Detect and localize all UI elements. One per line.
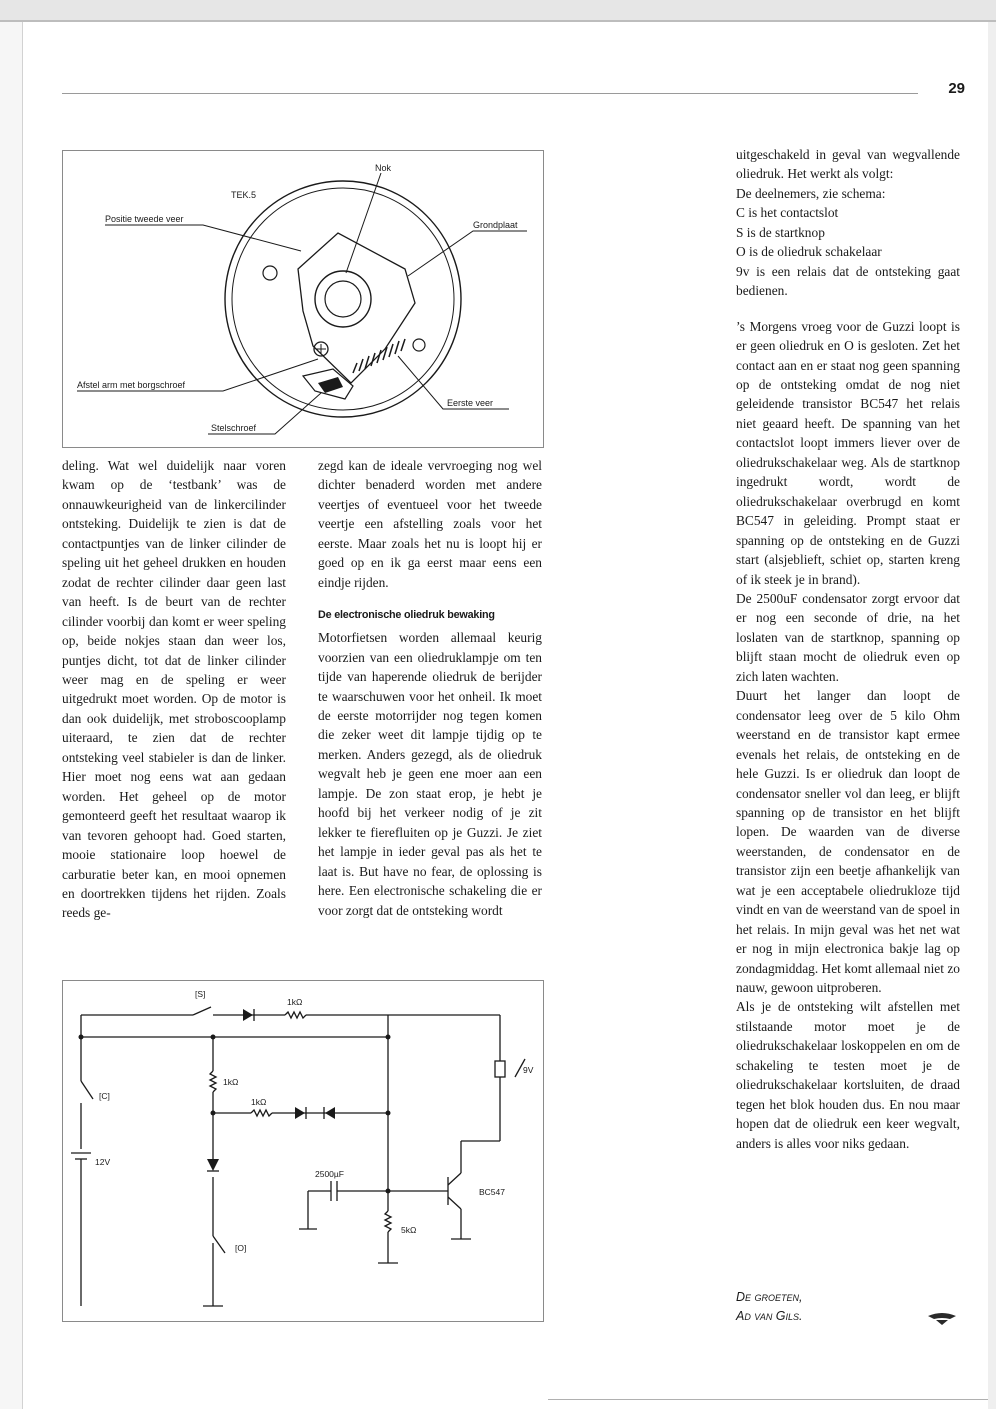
base-plate-outer-circle bbox=[225, 181, 461, 417]
list-item: 9v is een relais dat de ontsteking gaat bedienen. bbox=[736, 263, 960, 299]
scan-right-edge bbox=[988, 22, 996, 1409]
leader-grondplaat bbox=[408, 231, 527, 276]
led bbox=[207, 1159, 219, 1171]
label-r-left: 1kΩ bbox=[223, 1077, 239, 1087]
paragraph: Als je de ontsteking wilt afstellen met stilstaande motor moet je de oliedrukschakelaar loskoppelen en om de schakeling te testen moet je de oliedrukschakelaar kortsluiten, de draad tegen het blok houden dus. En nou maar hopen dat de oliedruk een keer wegvalt, anders is alles voor niks gedaan. bbox=[736, 999, 960, 1151]
label-relay: 9V bbox=[523, 1065, 534, 1075]
list-item: S is de startknop bbox=[736, 224, 825, 240]
switch-c bbox=[81, 1081, 93, 1099]
label-stelschroef: Stelschroef bbox=[211, 423, 257, 433]
paragraph: uitgeschakeld in geval van wegvallende oliedruk. Het werkt als volgt: bbox=[736, 147, 960, 182]
paragraph: zegd kan de ideale vervroeging nog wel dichter benaderd worden met andere veertjes of eventueel voor het tweede veertje een afstelling zoals voor het eerste. Maar zoals het nu is loopt hij er goed op en ik ga eerst maar eens een eindje rijden. bbox=[318, 458, 542, 590]
label-capacitor: 2500µF bbox=[315, 1169, 344, 1179]
resistor-left bbox=[210, 1071, 216, 1092]
cam-inner bbox=[325, 281, 361, 317]
switch-s bbox=[193, 1007, 211, 1015]
label-nok: Nok bbox=[375, 163, 392, 173]
label-r-top: 1kΩ bbox=[287, 997, 303, 1007]
label-o: [O] bbox=[235, 1243, 247, 1253]
resistor-top bbox=[285, 1012, 306, 1018]
scan-top-edge bbox=[0, 0, 996, 20]
label-transistor: BC547 bbox=[479, 1187, 505, 1197]
header-rule bbox=[62, 93, 918, 94]
paragraph: deling. Wat wel duidelijk naar voren kwam op de ‘testbank’ was de onnauwkeurigheid van de linkercilinder ontsteking. Duidelijk te zien is dat de contactpuntjes van de linker cilinder de speling uit het geheel drukken en houden zodat de rechter cilinder daar geen last van heeft. Is de beurt van de rechter cilinder voorbij dan komt er weer speling op, beide nokjes staan dan weer los, puntjes dicht, tot dat de linker cilinder weer mag en de speling er weer uitgedrukt moet worden. Op de motor is dan ook duidelijk, met stroboscooplamp uiteraard, te zien dat de rechter ontsteking veel stabieler is dan de linker. Hier moet nog eens wat aan gedaan worden. Het geheel op de motor gemonteerd geeft het resultaat waarop ik van tevoren gehoopt had. Goed starten, mooie stationaire loop hoewel de carburatie beter kan, en mooi opnemen en doortrekken tijdens het rijden. Zoals reeds ge- bbox=[62, 458, 286, 921]
figure-title: TEK.5 bbox=[231, 190, 257, 200]
diode-mid-b bbox=[325, 1107, 335, 1119]
label-grondplaat: Grondplaat bbox=[473, 220, 518, 230]
paragraph: De 2500uF condensator zorgt ervoor dat er nog een seconde of drie, na het loslaten van de startknop, spanning op blijft staan mocht de oliedruk even op zich laten wachten. bbox=[736, 590, 960, 684]
cam-plate bbox=[298, 233, 415, 383]
scan-left-edge bbox=[0, 22, 23, 1409]
label-c: [C] bbox=[99, 1091, 110, 1101]
text-column-3 bbox=[736, 145, 960, 1153]
label-afstel-arm: Afstel arm met borgschroef bbox=[77, 380, 186, 390]
hole-right bbox=[413, 339, 425, 351]
leader-positie bbox=[105, 225, 301, 251]
first-spring bbox=[353, 339, 405, 373]
text-column-2 bbox=[318, 456, 542, 920]
scan-top-line bbox=[0, 20, 996, 22]
label-s: [S] bbox=[195, 989, 206, 999]
resistor-mid bbox=[251, 1110, 272, 1116]
switch-o bbox=[213, 1236, 225, 1253]
adjust-screw-head bbox=[318, 377, 343, 393]
text-column-1 bbox=[62, 456, 286, 923]
diode-top bbox=[243, 1009, 253, 1021]
circuit-schematic bbox=[63, 981, 543, 1321]
label-eerste-veer: Eerste veer bbox=[447, 398, 494, 408]
signature-author: Ad van Gils. bbox=[736, 1309, 803, 1323]
list-item: De deelnemers, zie schema: bbox=[736, 185, 886, 201]
figure-circuit bbox=[62, 980, 544, 1322]
hole-left bbox=[263, 266, 277, 280]
resistor-bottom bbox=[385, 1211, 391, 1232]
label-positie-tweede-veer: Positie tweede veer bbox=[105, 214, 184, 224]
section-heading: De electronische oliedruk bewaking bbox=[318, 609, 495, 622]
diode-mid-a bbox=[295, 1107, 305, 1119]
paragraph: Motorfietsen worden allemaal keurig voorzien van een oliedruklampje om ten tijde van haperende oliedruk de berijder te waarschuwen voor het onheil. Ik moet de eerste motorrijder nog tegen komen die zeker weet dit lampje tijdig op te merken. Anders gezegd, als de oliedruk wegvalt heb je geen ene moer aan een lampje. De zon staat erop, je hebt je hoofd bij het verkeer nodig of je zit lekker te fierefluiten op je Guzzi. Je ziet het lampje in ieder geval pas als het te laat is. But have no fear, de oplossing is here. Een electronische schakeling die er voor zorgt dat de ontsteking wordt bbox=[318, 630, 542, 918]
cam-outer bbox=[315, 271, 371, 327]
paragraph: Duurt het langer dan loopt de condensator leeg over de 5 kilo Ohm weerstand en de transistor kapt ermee evenals het relais, de ontsteking en de hele Guzzi. Is er oliedruk dan loopt de condensator sneller vol dan leeg, er blijft spanning op de transistor en het blijft lopen. De waarden van de diverse weerstanden, de condensator en de transistor zijn een beetje afhankelijk van wat je een acceptabele oliedrukloze tijd vindt en van de weerstand van de spoel in het relais. In mijn geval was het net wat er nog in mijn electronica bakje lag op zondagmiddag. Het komt allemaal niet zo nauw, gewoon uitproberen. bbox=[736, 688, 960, 996]
end-mark-icon bbox=[926, 1310, 958, 1326]
page-number: 29 bbox=[948, 80, 965, 97]
bottom-rule bbox=[548, 1399, 988, 1400]
label-r-mid: 1kΩ bbox=[251, 1097, 267, 1107]
list-item: C is het contactslot bbox=[736, 205, 839, 221]
ignition-plate-drawing bbox=[63, 151, 543, 447]
signature-greeting: De groeten, bbox=[736, 1290, 803, 1304]
label-r-bottom: 5kΩ bbox=[401, 1225, 417, 1235]
paragraph: ’s Morgens vroeg voor de Guzzi loopt is er geen oliedruk en O is gesloten. Zet het contact aan en er staat nog geen spanning op de ontsteking omdat de nog niet geleidende transistor BC547 het relais niet geaard heeft. De spanning van het contactslot loopt immers liever over de oliedrukschakelaar weg. Als de startknop ingedrukt wordt, wordt de oliedrukschakelaar overbrugd en komt BC547 in geleiding. Prompt staat er spanning op de ontsteking en de Guzzi start (alsjeblieft, schiet op, starten kreng of ik steek je in brand). bbox=[736, 318, 960, 587]
label-battery: 12V bbox=[95, 1157, 111, 1167]
list-item: O is de oliedruk schakelaar bbox=[736, 244, 882, 260]
figure-ignition-plate bbox=[62, 150, 544, 448]
signature bbox=[736, 1288, 803, 1326]
relay-coil bbox=[495, 1061, 505, 1077]
